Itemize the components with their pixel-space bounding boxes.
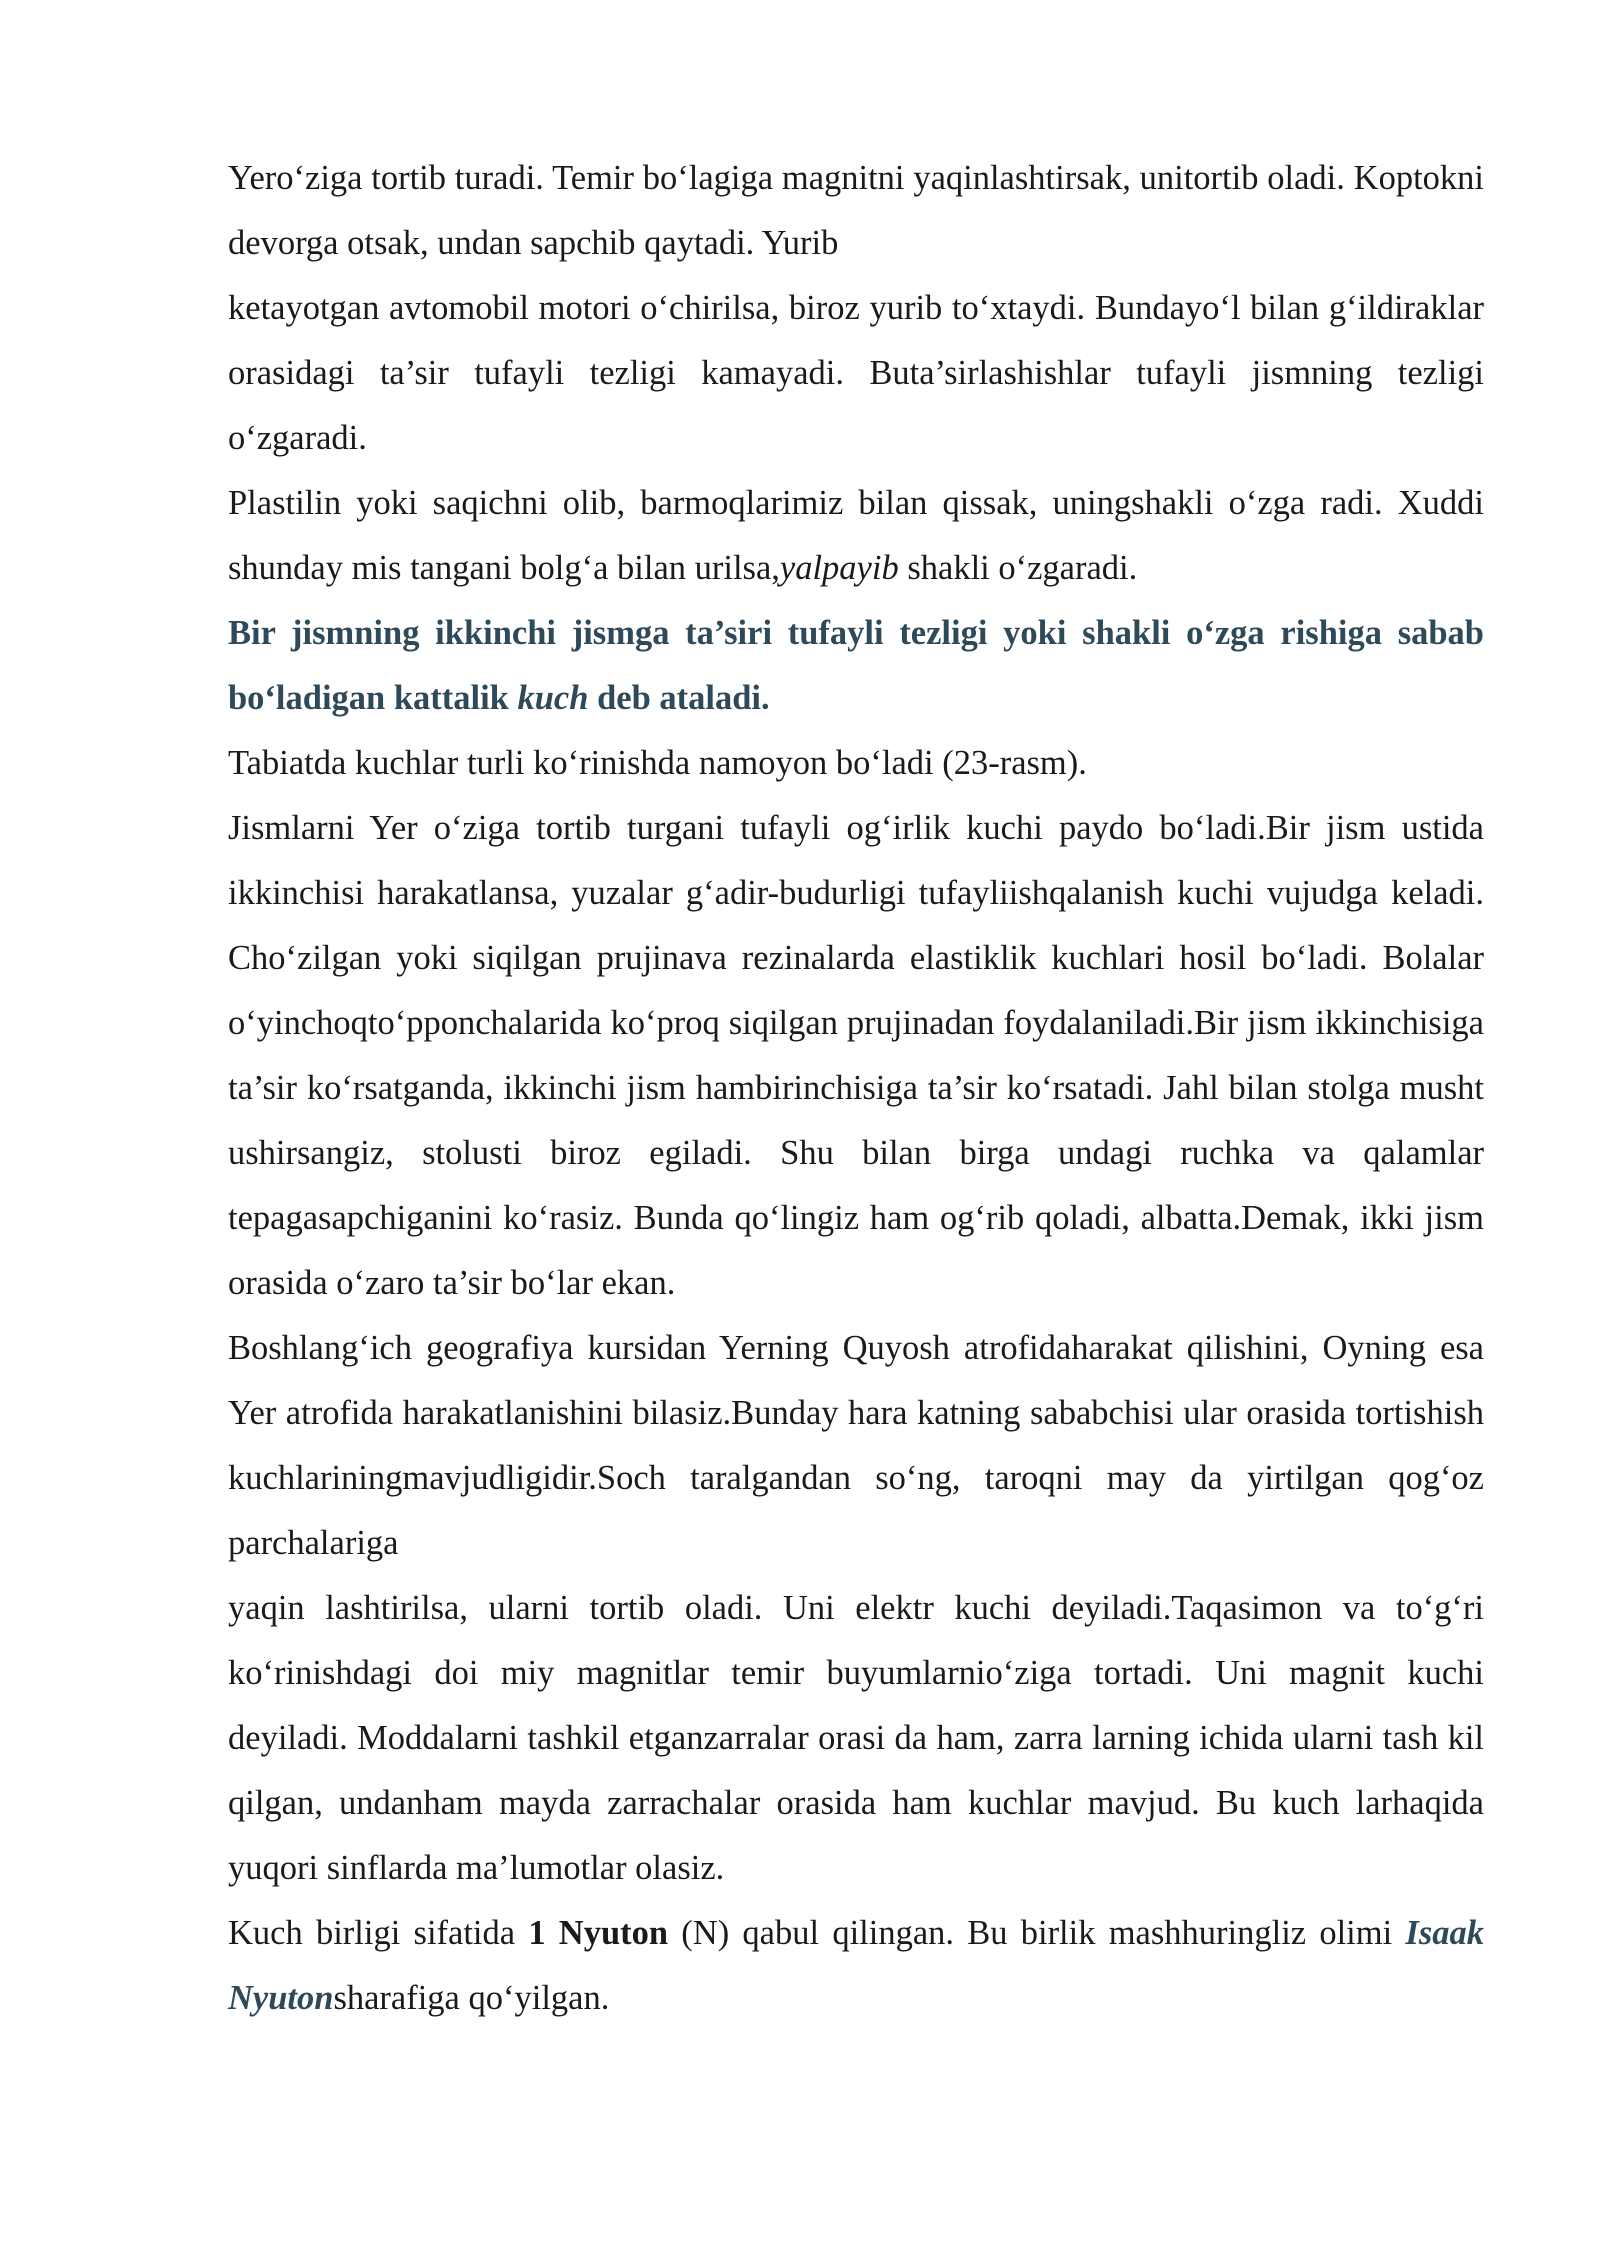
paragraph-6 [228, 1901, 1484, 2031]
paragraph-3 [228, 731, 1484, 796]
scientist-name-text: Isaak Nyuton [228, 1914, 1485, 2017]
paragraph-6-middle: (N) qabul qilingan. Bu birlik mashhuringliz olimi [668, 1914, 1406, 1952]
definition-term: kuch [517, 679, 589, 717]
paragraph-2-end: shakli o‘zgaradi. [898, 549, 1138, 587]
newton-unit: 1 Nyuton [528, 1914, 669, 1952]
paragraph-5a [228, 1316, 1484, 1576]
paragraph-4-text: Jismlarni Yer o‘ziga tortib turgani tufayli og‘irlik kuchi paydo bo‘ladi.Bir jism ustida ikkinchisi harakatlansa, yuzalar g‘adir-budurligi tufayliishqalanish kuchi vujudga keladi. Cho‘zilgan yoki siqilgan prujinava rezinalarda elastiklik kuchlari hosil bo‘ladi. Bolalar o‘yinchoqto‘pponchalarida ko‘proq siqilgan prujinadan foydalaniladi.Bir jism ikkinchisiga ta’sir ko‘rsatganda, ikkinchi jism hambirinchisiga ta’sir ko‘rsatadi. Jahl bilan stolga musht ushirsangiz, stolusti biroz egiladi. Shu bilan birga undagi ruchka va qalamlar tepagasapchiganini ko‘rasiz. Bunda qo‘lingiz ham og‘rib qoladi, albatta.Demak, ikki jism orasida o‘zaro ta’sir bo‘lar ekan. [228, 809, 1484, 1302]
paragraph-1b-text: ketayotgan avtomobil motori o‘chirilsa, biroz yurib to‘xtaydi. Bundayo‘l bilan g‘ildiraklar orasidagi ta’sir tufayli tezligi kamayadi. Buta’sirlashishlar tufayli jismning tezligi o‘zgaradi. [228, 289, 1484, 457]
definition-paragraph [228, 601, 1484, 731]
paragraph-2-text: Plastilin yoki saqichni olib, barmoqlarimiz bilan qissak, uningshakli o‘zga radi. Xuddi shunday mis tangani bolg‘a bilan urilsa, [228, 484, 1484, 587]
paragraph-5a-text: Boshlang‘ich geografiya kursidan Yerning Quyosh atrofidaharakat qilishini, Oyning esa Yer atrofida harakatlanishini bilasiz.Bunday hara katning sababchisi ular orasida tortishish kuchlariningmavjudligidir.Soch taralgandan so‘ng, taroqni may da yirtilgan qog‘oz parchalariga [228, 1329, 1484, 1562]
paragraph-5b-text: yaqin lashtirilsa, ularni tortib oladi. Uni elektr kuchi deyiladi.Taqasimon va to‘g‘ri ko‘rinishdagi doi miy magnitlar temir buyumlarnio‘ziga tortadi. Uni magnit kuchi deyiladi. Moddalarni tashkil etganzarralar orasi da ham, zarra larning ichida ularni tash kil qilgan, undanham mayda zarrachalar orasida ham kuchlar mavjud. Bu kuch larhaqida yuqori sinflarda ma’lumotlar olasiz. [228, 1589, 1484, 1887]
paragraph-5b [228, 1576, 1484, 1901]
definition-text: Bir jismning ikkinchi jismga ta’siri tufayli tezligi yoki shakli o‘zga rishiga sabab bo‘ladigan kattalik [228, 614, 1484, 717]
paragraph-1a [228, 146, 1484, 276]
paragraph-4 [228, 796, 1484, 1316]
paragraph-2 [228, 471, 1484, 601]
paragraph-2-italic: yalpayib [779, 549, 899, 587]
definition-end: deb ataladi. [588, 679, 770, 717]
paragraph-6-text: Kuch birligi sifatida [228, 1914, 529, 1952]
paragraph-6-end: sharafiga qo‘yilgan. [333, 1979, 610, 2017]
document-page [228, 146, 1484, 2031]
paragraph-3-text: Tabiatda kuchlar turli ko‘rinishda namoyon bo‘ladi (23-rasm). [228, 744, 1087, 782]
paragraph-1a-text: Yero‘ziga tortib turadi. Temir bo‘lagiga magnitni yaqinlashtirsak, unitortib oladi. Koptokni devorga otsak, undan sapchib qaytadi. Yurib [228, 159, 1484, 262]
paragraph-1b [228, 276, 1484, 471]
